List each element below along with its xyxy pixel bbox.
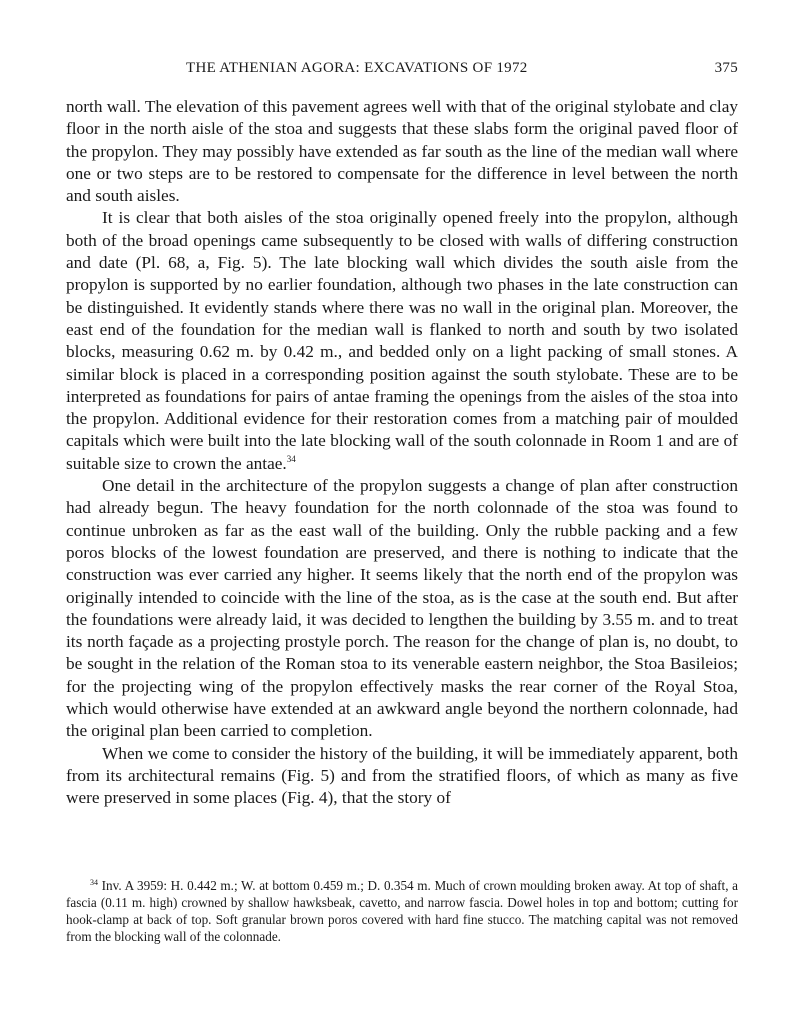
running-title: THE ATHENIAN AGORA: EXCAVATIONS OF 1972	[186, 60, 528, 76]
paragraph-3: One detail in the architecture of the propylon suggests a change of plan after construction had already begun. The heavy foundation for the north colonnade of the stoa was found to continue unbroken as far as the east wall of the building. Only the rubble packing and a few poros blocks of the lowest foundation are preserved, and there is nothing to indicate that the construction was ever carried any higher. It seems likely that the north end of the propylon was originally intended to coincide with the line of the stoa, as is the case at the south end. But after the foundations were already laid, it was decided to lengthen the building by 3.55 m. and to treat its north façade as a projecting prostyle porch. The reason for the change of plan is, no doubt, to be sought in the relation of the Roman stoa to its venerable eastern neighbor, the Stoa Basileios; for the projecting wing of the propylon effectively masks the rear corner of the Royal Stoa, which would otherwise have extended at an awkward angle beyond the northern colonnade, had the original plan been carried to completion.	[66, 476, 738, 741]
running-head	[66, 60, 738, 82]
paragraph-1: north wall. The elevation of this pavement agrees well with that of the original stylobate and clay floor in the north aisle of the stoa and suggests that these slabs form the original paved floor of the propylon. They may possibly have extended as far south as the line of the median wall where one or two steps are to be restored to compensate for the difference in level between the north and south aisles.	[66, 97, 739, 206]
footnotes	[66, 877, 738, 945]
paragraph-2	[66, 207, 738, 475]
paragraph-4: When we come to consider the history of the building, it will be immediately apparent, both from its architectural remains (Fig. 5) and from the stratified floors, of which as many as five were preserved in some places (Fig. 4), that the story of	[66, 743, 738, 808]
footnote-reference[interactable]: 34	[286, 453, 296, 464]
footnote-34	[66, 877, 738, 945]
paragraph-2-text: It is clear that both aisles of the stoa originally opened freely into the propylon, although both of the broad openings came subsequently to be closed with walls of differing construction and date (Pl. 68, a, Fig. 5). The late blocking wall which divides the south aisle from the propylon is supported by no earlier foundation, although two phases in the late construction can be distinguished. It evidently stands where there was no wall in the original plan. Moreover, the east end of the foundation for the median wall is flanked to north and south by two isolated blocks, measuring 0.62 m. by 0.42 m., and bedded only on a light packing of small stones. A similar block is placed in a corresponding position against the south stylobate. These are to be interpreted as foundations for pairs of antae framing the openings from the aisles of the stoa into the propylon. Additional evidence for their restoration comes from a matching pair of moulded capitals which were built into the late blocking wall of the south colonnade in Room 1 and are of suitable size to crown the antae.	[66, 208, 738, 473]
page-number: 375	[714, 60, 738, 76]
body-text	[66, 96, 738, 810]
footnote-number: 34	[90, 878, 98, 887]
footnote-text: Inv. A 3959: H. 0.442 m.; W. at bottom 0.459 m.; D. 0.354 m. Much of crown moulding broken away. At top of shaft, a fascia (0.11 m. high) crowned by shallow hawksbeak, cavetto, and narrow fascia. Dowel holes in top and bottom; cutting for hook-clamp at back of top. Soft granular brown poros covered with hard fine stucco. The matching capital was not removed from the blocking wall of the colonnade.	[66, 878, 738, 944]
